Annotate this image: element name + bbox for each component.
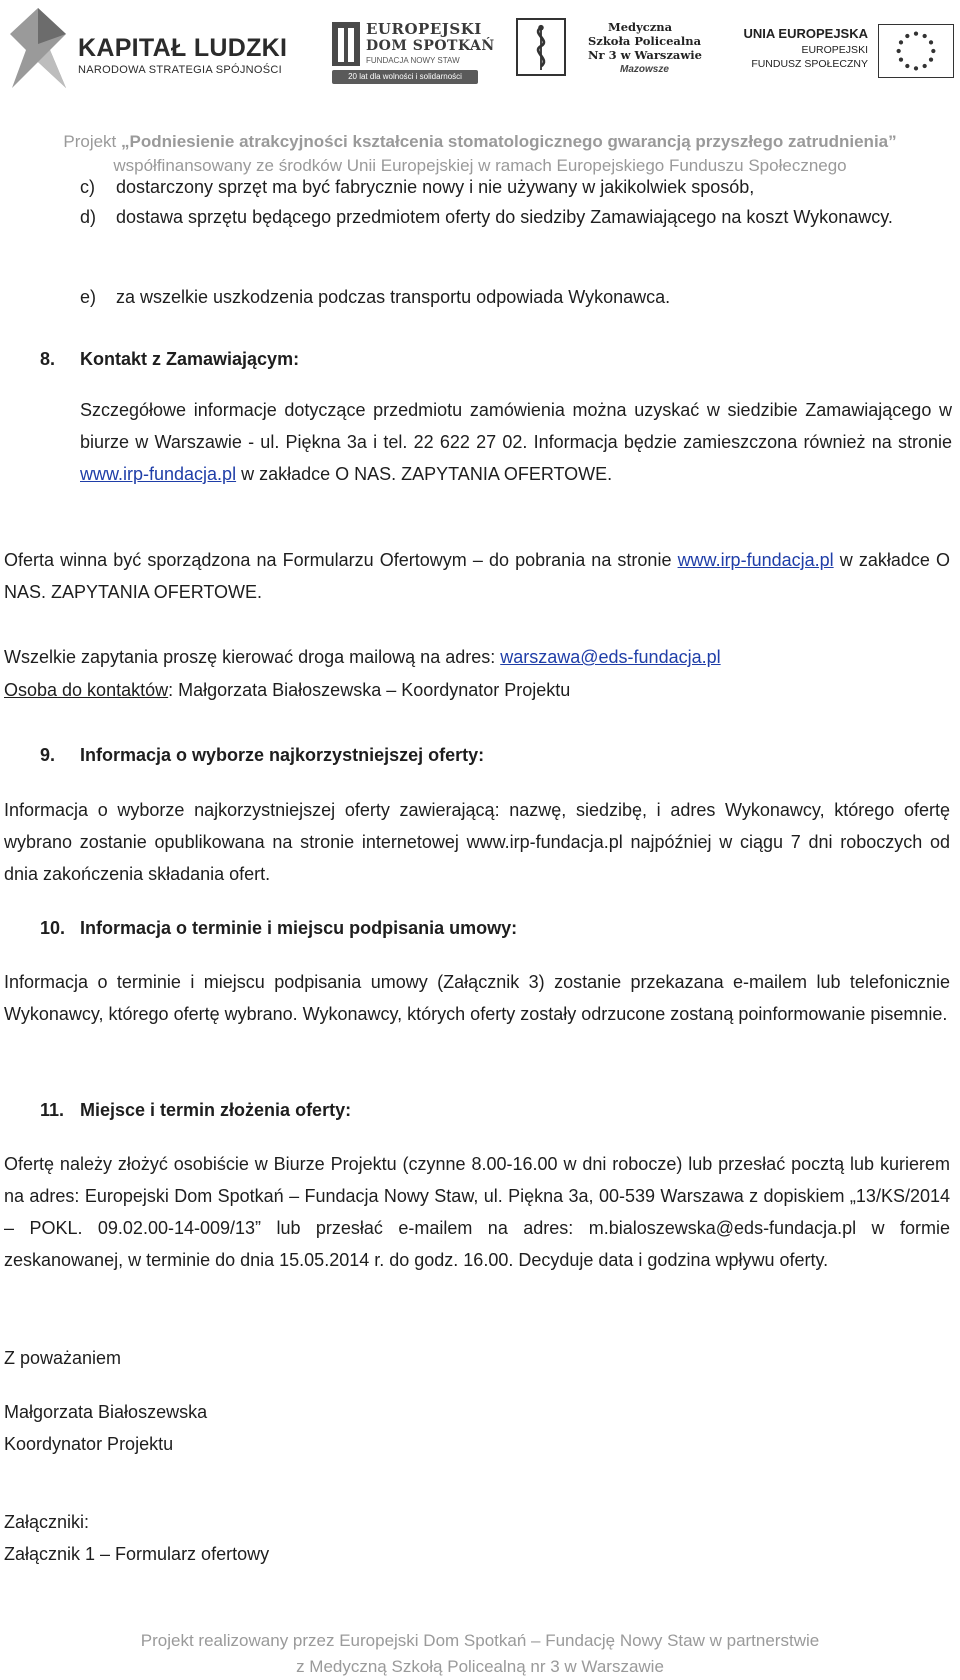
running-footer: [0, 1628, 960, 1680]
header-logos: [0, 0, 960, 100]
eds-line2: DOM SPOTKAŃ: [366, 38, 495, 54]
ue-line2: EUROPEJSKI: [801, 44, 868, 56]
eds-band: 20 lat dla wolności i solidarności: [332, 70, 478, 84]
list-marker: e): [80, 287, 97, 307]
list-text: dostawa sprzętu będącego przedmiotem oferty do siedziby Zamawiającego na koszt Wykonawcy.: [116, 207, 893, 227]
section-10-heading: [40, 914, 517, 942]
email-line: [4, 643, 721, 671]
list-text: dostarczony sprzęt ma być fabrycznie nowy i nie używany w jakikolwiek sposób,: [116, 177, 755, 197]
section-number: 10.: [40, 918, 66, 938]
header-project-title: „Podniesienie atrakcyjności kształcenia stomatologicznego gwarancją przyszłego zatrudnienia”: [121, 132, 897, 151]
szkola-line3: Nr 3 w Warszawie: [588, 48, 702, 62]
offer-form-text: Oferta winna być sporządzona na Formularzu Ofertowym – do pobrania na stronie: [4, 550, 678, 570]
section-9-paragraph: Informacja o wyborze najkorzystniejszej oferty zawierającą: nazwę, siedzibę, i adres Wykonawcy, którego ofertę wybrano zostanie opublikowana na stronie internetowej www.irp-fundacja.pl najpóźniej w ciągu 7 dni roboczych od dnia zakończenia składania ofert.: [4, 800, 950, 884]
running-header-line1: [0, 130, 960, 154]
szkola-line4: Mazowsze: [620, 64, 669, 75]
section-11-paragraph: Ofertę należy złożyć osobiście w Biurze Projektu (czynne 8.00-16.00 w dni robocze) lub przesłać pocztą lub kurierem na adres: Europejski Dom Spotkań – Fundacja Nowy Staw, ul. Piękna 3a, 00-539 Warszawa z dopiskiem „13/KS/2014 – POKL. 09.02.00-14-009/13” lub przesłać e-mailem na adres: m.bialoszewska@eds-fundacja.pl w formie zeskanowanej, w terminie do dnia 15.05.2014 r. do godz. 16.00. Decyduje data i godzina wpływu oferty.: [4, 1154, 950, 1270]
footer-line2: z Medyczną Szkołą Policealną nr 3 w Warszawie: [296, 1657, 664, 1676]
contact-text: Szczegółowe informacje dotyczące przedmiotu zamówienia można uzyskać w siedzibie Zamawiającego w biurze w Warszawie - ul. Piękna 3a i tel. 22 622 27 02. Informacja będzie zamieszczona również na stronie: [80, 400, 952, 452]
eds-line1: EUROPEJSKI: [366, 20, 482, 38]
list-item: [80, 172, 952, 203]
ue-logo: [734, 24, 954, 80]
eds-building-icon: [330, 18, 362, 68]
szkola-line2: Szkoła Policealna: [588, 34, 702, 48]
section-number: 11.: [40, 1100, 65, 1120]
header-prefix: Projekt: [63, 132, 121, 151]
kapital-ludzki-title: KAPITAŁ LUDZKI: [78, 34, 288, 62]
section-9-heading: [40, 741, 484, 769]
offer-form-paragraph: [4, 544, 950, 608]
section-title: Miejsce i termin złożenia oferty:: [80, 1100, 352, 1120]
section-8-contact-paragraph: [80, 394, 952, 490]
szkola-line1: Medyczna: [608, 20, 673, 34]
section-11-heading: [40, 1096, 351, 1124]
list-marker: c): [80, 177, 95, 197]
section-number: 9.: [40, 745, 56, 765]
section-8-heading: [40, 345, 299, 373]
kapital-ludzki-logo: [8, 4, 288, 94]
list-item: [80, 202, 952, 233]
section-title: Informacja o terminie i miejscu podpisania umowy:: [80, 918, 518, 938]
kapital-ludzki-subtitle: NARODOWA STRATEGIA SPÓJNOŚCI: [78, 64, 282, 76]
email-link[interactable]: warszawa@eds-fundacja.pl: [500, 647, 721, 667]
footer-line1: Projekt realizowany przez Europejski Dom Spotkań – Fundację Nowy Staw w partnerstwie: [140, 1631, 820, 1650]
contact-label: Osoba do kontaktów: [4, 680, 169, 700]
contact-person-line: [4, 676, 570, 704]
section-number: 8.: [40, 349, 56, 369]
attachment-item: Załącznik 1 – Formularz ofertowy: [4, 1544, 270, 1564]
contact-value: : Małgorzata Białoszewska – Koordynator Projektu: [168, 680, 571, 700]
running-header: [0, 130, 960, 178]
greeting: Z poważaniem: [4, 1348, 122, 1368]
list-marker: d): [80, 207, 97, 227]
irp-website-link[interactable]: www.irp-fundacja.pl: [80, 464, 237, 484]
kapital-ludzki-star-icon: [8, 4, 68, 92]
eu-flag-icon: [878, 24, 954, 78]
signatory-role: Koordynator Projektu: [4, 1434, 174, 1454]
running-header-line2: współfinansowany ze środków Unii Europejskiej w ramach Europejskiego Funduszu Społecznego: [113, 156, 847, 175]
contact-text-end: w zakładce O NAS. ZAPYTANIA OFERTOWE.: [236, 464, 613, 484]
section-title: Kontakt z Zamawiającym:: [80, 349, 300, 369]
signatory-name: Małgorzata Białoszewska: [4, 1402, 208, 1422]
szkola-logo: [516, 18, 702, 80]
eds-line3: FUNDACJA NOWY STAW: [366, 56, 460, 65]
email-text: Wszelkie zapytania proszę kierować droga mailową na adres:: [4, 647, 501, 667]
eds-logo: [330, 16, 495, 82]
section-title: Informacja o wyborze najkorzystniejszej oferty:: [80, 745, 485, 765]
ue-line3: FUNDUSZ SPOŁECZNY: [751, 58, 868, 70]
list-text: za wszelkie uszkodzenia podczas transportu odpowiada Wykonawca.: [116, 287, 671, 307]
section-10-paragraph: Informacja o terminie i miejscu podpisania umowy (Załącznik 3) zostanie przekazana e-mailem lub telefonicznie Wykonawcy, którego ofertę wybrano. Wykonawcy, których oferty zostały odrzucone zostaną poinformowanie pisemnie.: [4, 972, 950, 1024]
attachments-label: Załączniki:: [4, 1512, 90, 1532]
list-item: [80, 282, 952, 313]
ue-line1: UNIA EUROPEJSKA: [743, 26, 868, 41]
offer-form-text-end: w zakładce O NAS. ZAPYTANIA OFERTOWE.: [4, 550, 950, 602]
szkola-emblem-icon: [516, 18, 566, 76]
irp-website-link[interactable]: www.irp-fundacja.pl: [677, 550, 834, 570]
